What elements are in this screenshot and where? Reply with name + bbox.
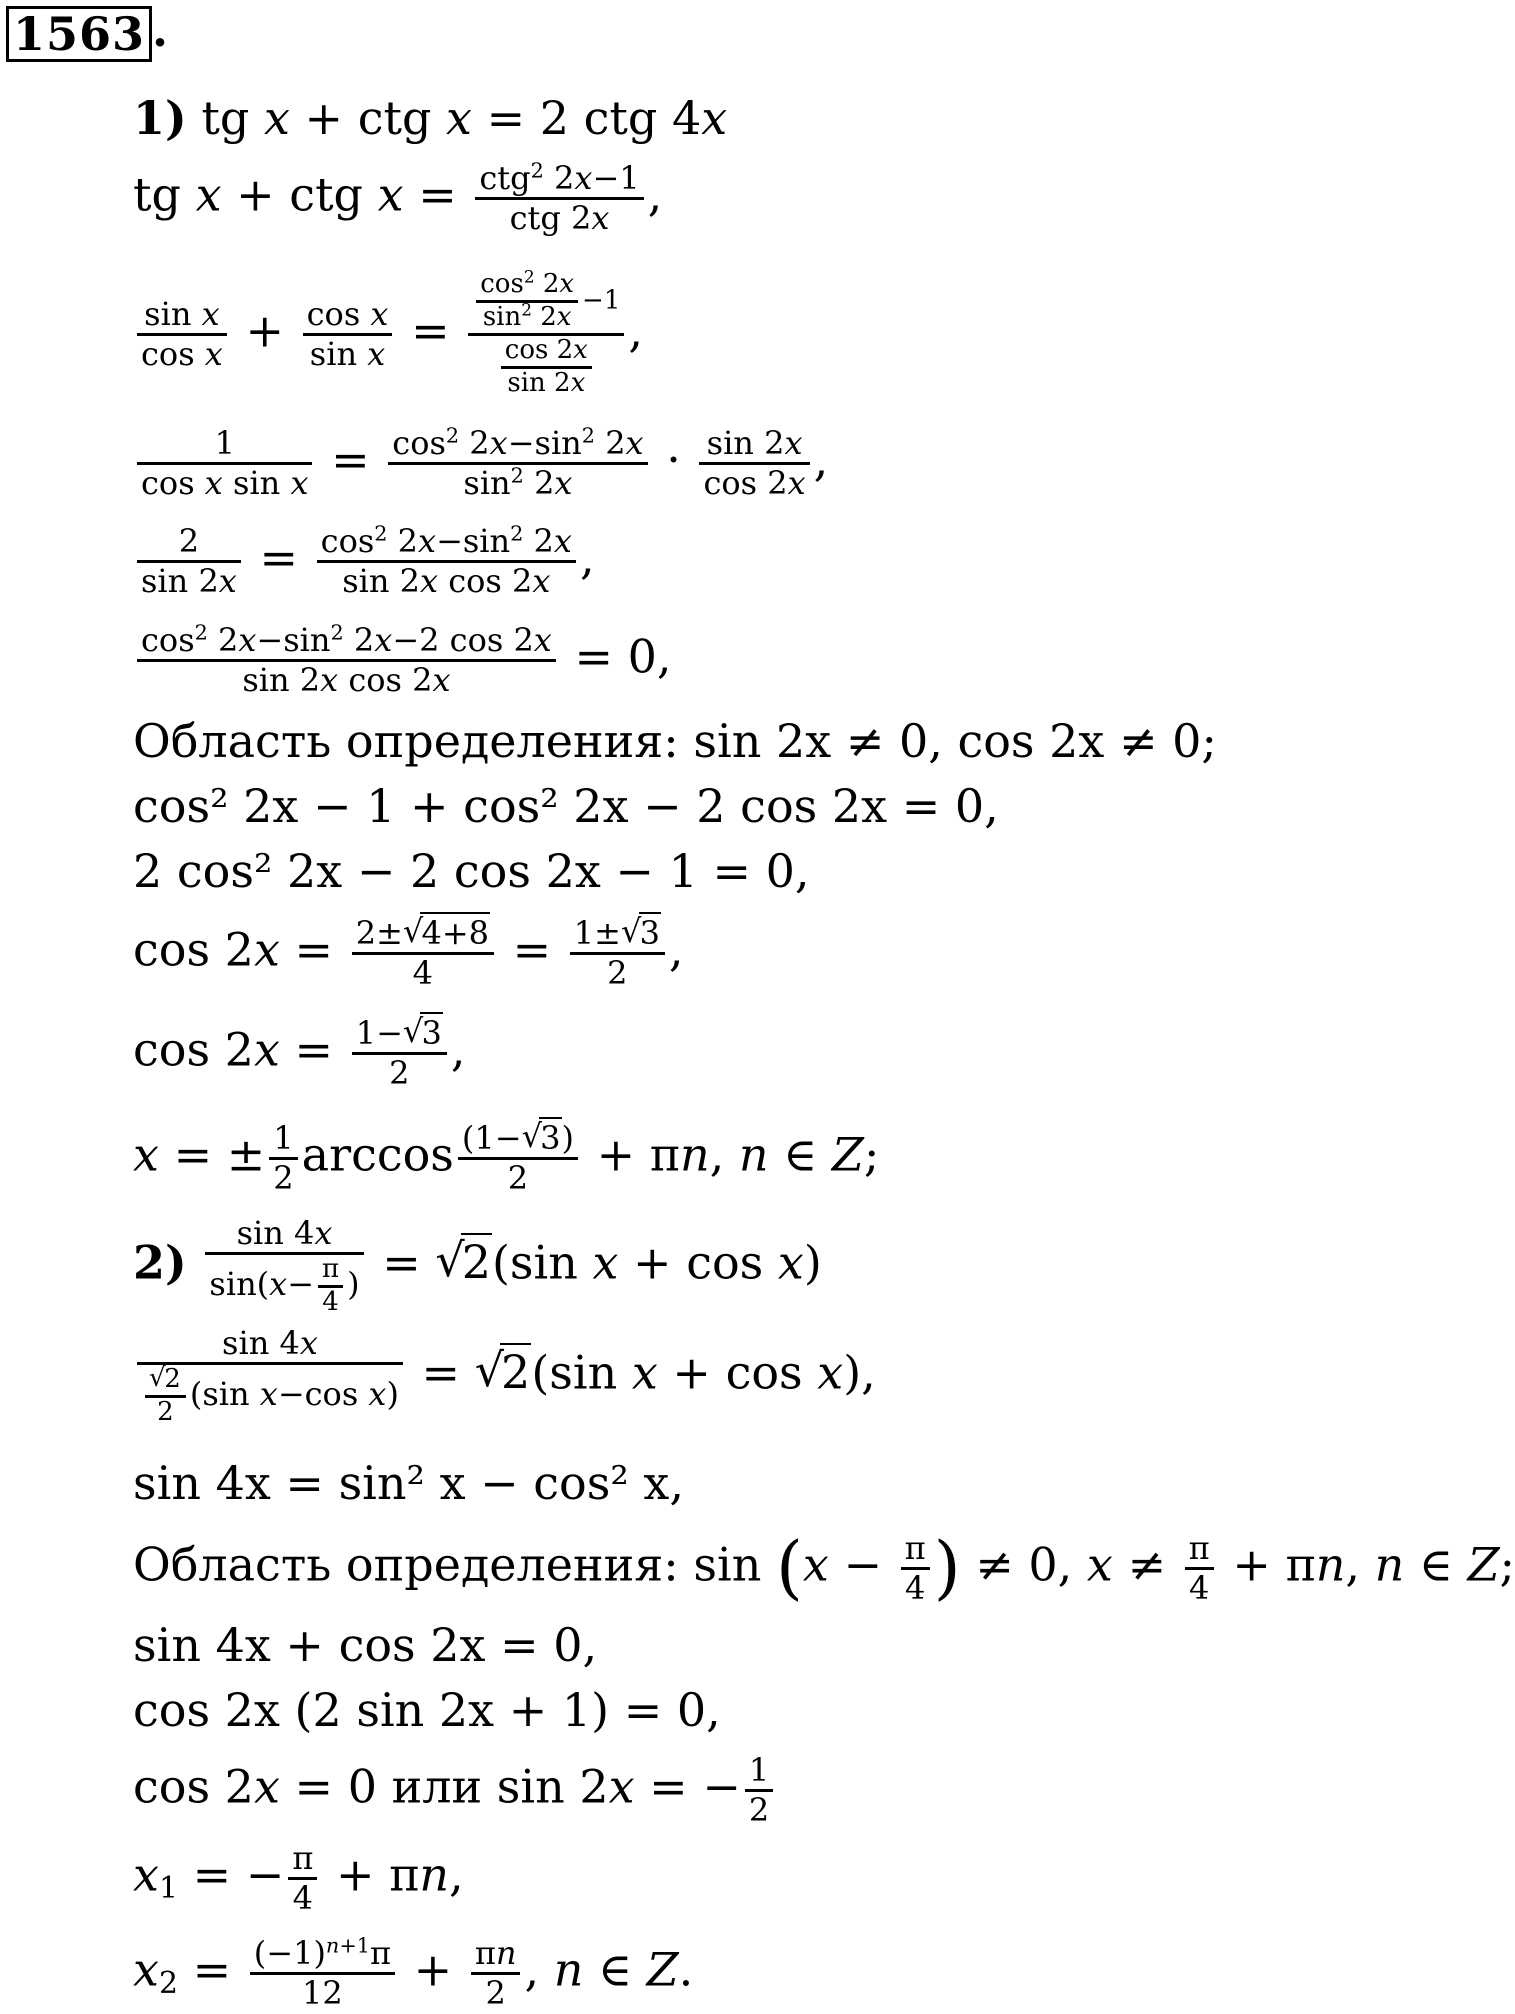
part1-line-6: cos 2x = $\frac{2\pm √ 4+8}{4}$ = $\frac{1\pm √ 3}{2}$ , [133, 915, 684, 992]
nested-fraction: $\frac{\cos^2 2x}{\sin^2 2x}$ −1 $\frac{\cos 2x}{\sin 2x}$ [468, 270, 624, 399]
part2-domain-line: Область определения: sin (x − $\frac{\pi}{4}$ ) ≠ 0, x ≠ $\frac{\pi}{4}$ + πn, n ∈ Z; [133, 1527, 1515, 1608]
part2-line-1: sin 4x √ $\frac{2}{2}$ (sin x−cos x) = √ 2(sin x + cos x), [133, 1325, 876, 1428]
problem-number: 1563 [13, 7, 146, 61]
part1-domain: Область определения: sin 2x ≠ 0, cos 2x ≠ 0; [133, 714, 1217, 768]
part1-line-2: $\frac{\text{sin x}}{\text{cos x}}$ + $\frac{\text{cos x}}{\text{sin x}}$ = $\frac{\cos^2 2x}{\sin^2 2x}$ −1 $\frac{\cos 2x}{\sin 2x}$ , [133, 270, 643, 399]
part1-answer: x = ± $\frac{1}{2}$ arccos $\frac{(1- √ 3)}{2}$ + πn, n ∈ Z; [133, 1120, 879, 1197]
problem-number-box [6, 6, 152, 62]
part2-equation: 2) sin 4x sin(x− $\frac{\pi}{4}$ ) = √ 2(sin x + cos x) [133, 1215, 822, 1318]
part2-x2: $x_2$ = $\frac{(-1)^{n+1}\pi}{12}$ + $\frac{\pi n}{2}$ , n ∈ Z. [133, 1933, 694, 2012]
part2-step-b: sin 4x + cos 2x = 0, [133, 1618, 598, 1672]
part2-step-c: cos 2x (2 sin 2x + 1) = 0, [133, 1683, 721, 1737]
or-word: или [391, 1759, 483, 1814]
part2-x1: $x_1$ = − $\frac{\pi}{4}$ + πn, [133, 1839, 464, 1917]
part1-line-7: cos 2x = $\frac{1- √ 3}{2}$ , [133, 1015, 465, 1092]
fraction: $\frac{ctg^2 2x-1}{\text{ctg 2x}}$ [475, 160, 643, 237]
part2-step-a: sin 4x = sin² x − cos² x, [133, 1456, 684, 1510]
part2-label: 2) [133, 1235, 187, 1290]
part1-step-a: cos² 2x − 1 + cos² 2x − 2 cos 2x = 0, [133, 779, 999, 833]
problem-number-dot: . [152, 3, 169, 57]
part2-domain-label: Область определения: [133, 1537, 679, 1592]
part2-line-2: cos 2x = 0 или sin 2x = − $\frac{1}{2}$ [133, 1752, 777, 1829]
part1-step-b: 2 cos² 2x − 2 cos 2x − 1 = 0, [133, 844, 810, 898]
part1-equation: 1) tg x + ctg x = 2 ctg 4x [133, 91, 728, 145]
part1-line-3: $\frac{1}{\text{cos x sin x}}$ = $\frac{\cos^2 2x-\sin^2 2x}{\sin^2 2x}$ · $\frac{\sin 2x}{\cos 2x}$ , [133, 425, 828, 502]
part1-label: 1) [133, 91, 187, 145]
part1-line-1: tg x + ctg x = $\frac{ctg^2 2x-1}{\text{ctg 2x}}$ , [133, 158, 663, 237]
part1-line-4: $\frac{2}{\sin 2x}$ = $\frac{\cos^2 2x-\sin^2 2x}{\text{sin 2x cos 2x}}$ , [133, 523, 595, 600]
part1-line-5: $\frac{\cos^2 2x-\sin^2 2x-2 \cos 2x}{\text{sin 2x cos 2x}}$ = 0, [133, 622, 672, 699]
